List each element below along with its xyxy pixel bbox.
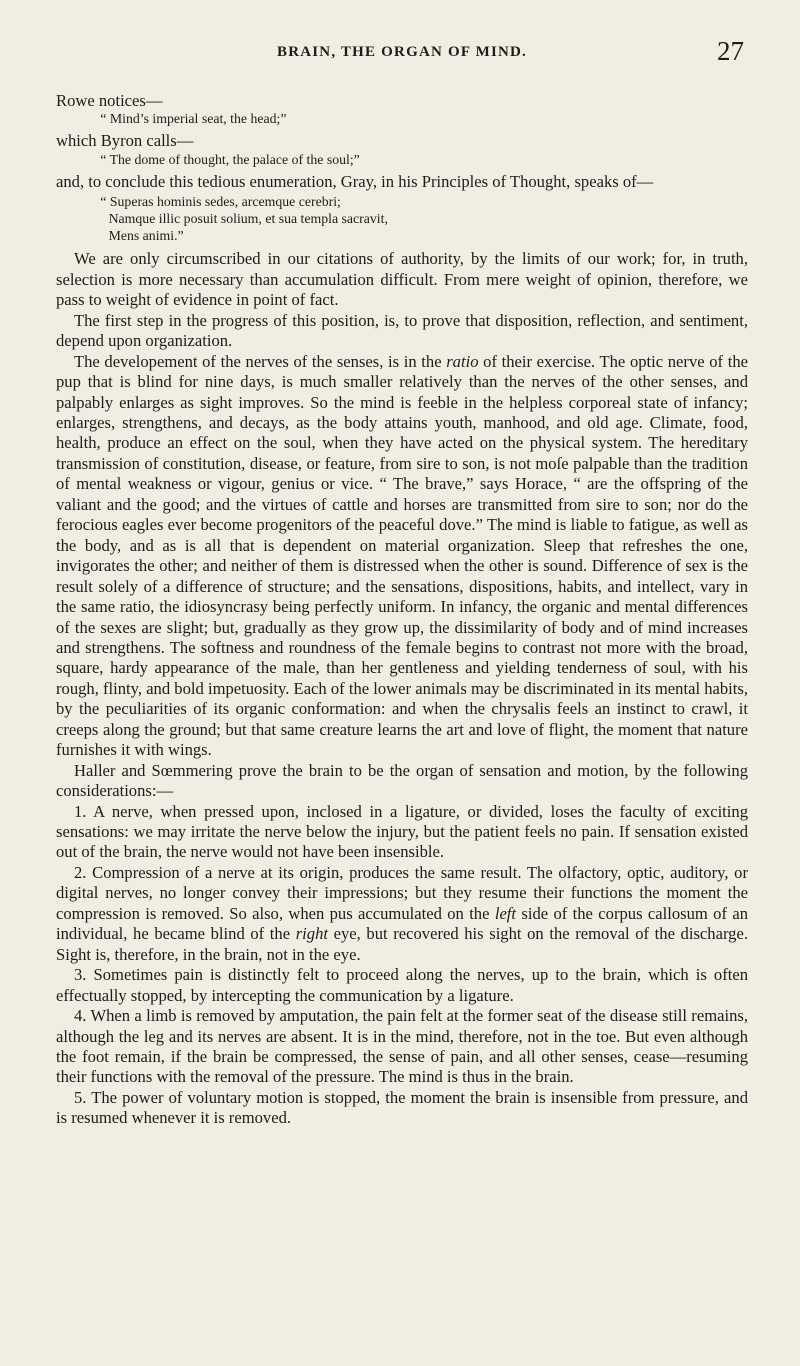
body-text <box>56 91 748 1129</box>
quote-rowe: “ Mind’s imperial seat, the head;” <box>100 111 287 127</box>
paragraph-text: 2. Compression of a nerve at its origin, produces the same result. The olfactory, optic, auditory, or digital nerves, no longer convey their impressions; but they resume their functions the moment the compression is removed. So also, when pus accumulated on the <box>56 862 748 923</box>
paragraph-text: The developement of the nerves of the senses, is in the <box>73 351 447 371</box>
quote-byron: “ The dome of thought, the palace of the soul;” <box>100 151 360 167</box>
paragraph-text: of their exercise. The optic nerve of the pup that is blind for nine days, is much smaller relatively than the nerves of the other senses, and palpably enlarges as sight improves. So the mind is feeble in the helpless corporeal state of infancy; enlarges, strengthens, and decays, as the body attains youth, manhood, and old age. Climate, food, health, produce an effect on the soul, when they have acted on the physical system. The hereditary transmission of constitution, disease, or feature, from sire to son, is not moſe palpable than the tradition of mental weakness or vigour, genius or vice. “ The brave,” says Horace, “ are the offspring of the valiant and the good; and the virtues of cattle and horses are transmitted from sire to son; nor do the ferocious eagles ever become progenitors of the peaceful dove.” The mind is liable to fatigue, as well as the body, and as is all that is dependent on material organization. Sleep that refreshes the one, invigorates the other; and neither of them is distressed when the other is sound. Difference of sex is the result solely of a difference of structure; and the sensations, dispositions, habits, and intellect, vary in the same ratio, the idiosyncrasy being perfectly uniform. In infancy, the organic and mental differences of the sexes are slight; but, gradually as they grow up, the dissimilarity of body and of mind increases and strengthens. The softness and roundness of the female begins to contrast not more with the broad, square, hardy appearance of the male, than her gentleness and yielding tenderness of soul, with his rough, flinty, and bold impetuosity. Each of the lower animals may be discriminated in its mental habits, by the peculiarities of its organic conformation: and when the chrysalis feels an instinct to crawl, it creeps along the ground; but that same creature learns the art and love of flight, the moment that nature furnishes it with wings. <box>56 351 748 760</box>
paragraph-text: side of the corpus callosum of an individual, he became blind of the <box>56 903 748 944</box>
quote-gray-line: Namque illic posuit solium, et sua templa sacravit, <box>108 210 388 226</box>
paragraph-text: eye, but recovered his sight on the removal of the discharge. Sight is, therefore, in the brain, not in the eye. <box>56 924 748 964</box>
paragraph-haller: Haller and Sœmmering prove the brain to be the organ of sensation and motion, by the following considerations:— <box>56 760 748 801</box>
intro-rowe: Rowe notices— <box>56 91 163 110</box>
intro-gray: and, to conclude this tedious enumeration, Gray, in his Principles of Thought, speaks of— <box>56 171 654 191</box>
numbered-item-1: 1. A nerve, when pressed upon, inclosed in a ligature, or divided, loses the faculty of exciting sensations: we may irritate the nerve below the injury, but the patient feels no pain. If sensation existed out of the brain, the nerve would not have been insensible. <box>56 801 748 862</box>
intro-byron: which Byron calls— <box>56 131 194 151</box>
quote-gray-line: Mens animi.” <box>108 227 184 243</box>
italic-term: left <box>494 903 517 923</box>
quote-gray <box>56 194 748 244</box>
running-title: BRAIN, THE ORGAN OF MIND. <box>276 44 527 60</box>
numbered-item-2 <box>56 863 748 965</box>
page-number: 27 <box>717 36 744 66</box>
numbered-item-5: 5. The power of voluntary motion is stopped, the moment the brain is insensible from pressure, and is resumed whenever it is removed. <box>56 1087 748 1128</box>
italic-term: right <box>295 924 328 944</box>
italic-term: ratio <box>446 351 479 371</box>
numbered-item-3: 3. Sometimes pain is distinctly felt to proceed along the nerves, up to the brain, which is often effectually stopped, by intercepting the communication by a ligature. <box>56 965 748 1005</box>
paragraph-first-step: The first step in the progress of this position, is, to prove that disposition, reflection, and sentiment, depend upon organization. <box>56 310 748 351</box>
quote-gray-line: “ Superas hominis sedes, arcemque cerebri; <box>100 193 341 209</box>
paragraph-authority: We are only circumscribed in our citations of authority, by the limits of our work; for, in truth, selection is more necessary than accumulation difficult. From mere weight of opinion, therefore, we pass to weight of evidence in point of fact. <box>56 249 748 310</box>
numbered-item-4: 4. When a limb is removed by amputation, the pain felt at the former seat of the disease still remains, although the leg and its nerves are absent. It is in the mind, therefore, not in the toe. But even although the foot remain, if the brain be compressed, the sense of pain, and all other senses, cease—resuming their functions with the removal of the pressure. The mind is thus in the brain. <box>56 1006 748 1087</box>
paragraph-development <box>56 352 748 761</box>
running-head <box>56 34 748 70</box>
